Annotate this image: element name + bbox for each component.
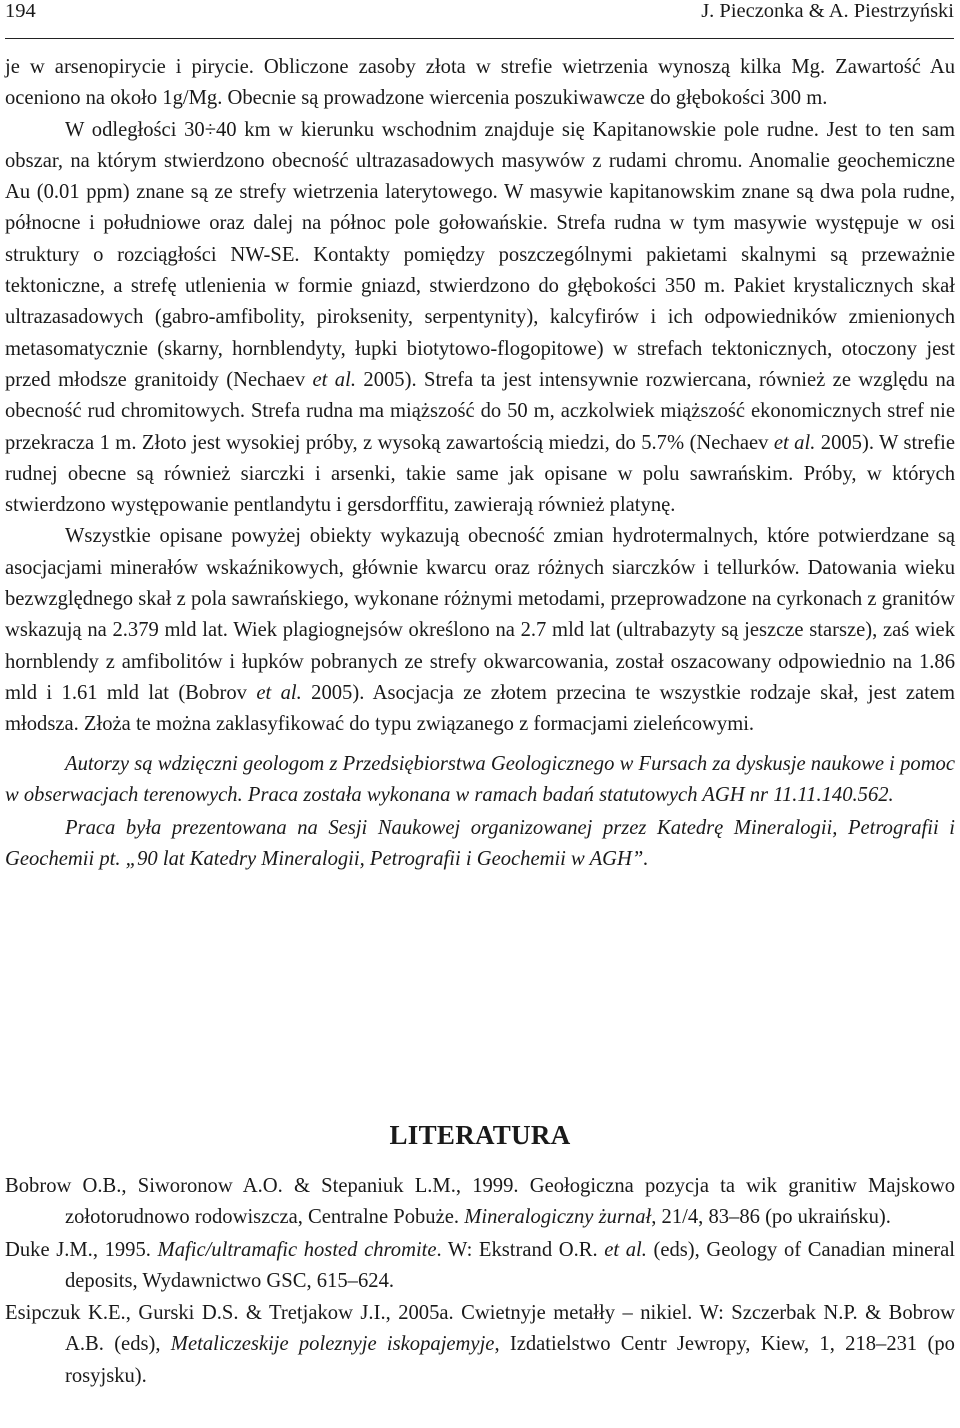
running-header — [5, 0, 954, 39]
italic-text: Mafic/ultramafic hosted chromite — [157, 1238, 437, 1261]
reference-list — [5, 1171, 955, 1393]
body-text — [5, 52, 955, 876]
italic-text: Mineralogiczny żurnał — [464, 1206, 652, 1229]
paragraph-continuation: je w arsenopirycie i pirycie. Obliczone zasoby złota w strefie wietrzenia wynoszą kilka Mg. Zawartość Au oceniono na około 1g/Mg. Obecnie są prowadzone wiercenia poszukiwawcze do głębokości 300 m. — [5, 56, 955, 110]
paragraph-kapitanowskie: W odległości 30÷40 km w kierunku wschodnim znajduje się Kapitanowskie pole rudne. Jest to ten sam obszar, na którym stwierdzono obecność ultrazasadowych masywów z rudami chromu. Anomalie geochemiczne Au (0.01 ppm) znane są ze strefy wietrzenia laterytowego. W masywie kapitanowskim znane są dwa pola rudne, północne i południowe oraz dalej na północ pole gołowańskie. Strefa rudna w tym masywie występuje w osi struktury o rozciągłości NW-SE. Kontakty pomiędzy poszczególnymi pakietami skalnymi są przeważnie tektoniczne, a strefę utlenienia w formie gniazd, stwierdzono do głębokości 350 m. Pakiet krystalicznych skał ultrazasadowych (gabro-amfibolity, piroksenity, serpentynity), kalcyfirów i ich odpowiedników zmienionych metasomatycznie (skarny, hornblendyty, łupki biotytowo-flogopitowe) w strefach tektonicznych, otoczony jest przed młodsze granitoidy (Nechaev et al. 2005). Strefa ta jest intensywnie rozwiercana, również ze względu na obecność rud chromitowych. Strefa rudna ma miąższość do 50 m, aczkolwiek miąższość ekonomicznych stref nie przekracza 1 m. Złoto jest wysokiej próby, z wysoką zawartością miedzi, do 5.7% (Nechaev et al. 2005). W strefie rudnej obecne są również siarczki i arsenki, takie same jak opisane w polu sawrańskim. Próby, w których stwierdzono występowanie pentlandytu i gersdorffitu, zawierają również platynę. — [5, 118, 955, 517]
presentation-note: Praca była prezentowana na Sesji Naukowej organizowanej przez Katedrę Mineralogii, Petrografii i Geochemii pt. „90 lat Katedry Mineralogii, Petrografii i Geochemii w AGH”. — [5, 817, 955, 871]
acknowledgement-paragraph: Autorzy są wdzięczni geologom z Przedsiębiorstwa Geologicznego w Fursach za dyskusje naukowe i pomoc w obserwacjach terenowych. Praca została wykonana w ramach badań statutowych AGH nr 11.11.140.562. — [5, 752, 955, 806]
italic-text: et al. — [256, 681, 302, 704]
reference-item: Esipczuk K.E., Gurski D.S. & Tretjakow J.I., 2005a. Cwietnyje metałły – nikiel. W: Szczerbak N.P. & Bobrow A.B. (eds), Metaliczeskije poleznyje iskopajemyje, Izdatielstwo Centr Jewropy, Kiew, 1, 218–231 (po rosyjsku). — [5, 1302, 955, 1387]
italic-text: et al. — [312, 368, 356, 391]
reference-item: Duke J.M., 1995. Mafic/ultramafic hosted chromite. W: Ekstrand O.R. et al. (eds), Geology of Canadian mineral deposits, Wydawnictwo GSC, 615–624. — [5, 1238, 955, 1292]
italic-text: et al. — [773, 431, 816, 454]
page-number: 194 — [5, 0, 36, 22]
reference-item: Bobrow O.B., Siworonow A.O. & Stepaniuk L.M., 1999. Geołogiczna pozycja ta wik granitiw Majskowo zołotorudnowo rodowiszcza, Centralne Pobuże. Mineralogiczny żurnał, 21/4, 83–86 (po ukraińsku). — [5, 1175, 955, 1229]
italic-text: et al. — [604, 1238, 647, 1261]
literature-heading: LITERATURA — [389, 1120, 571, 1150]
running-head-authors: J. Pieczonka & A. Piestrzyński — [701, 0, 954, 22]
italic-text: Metaliczeskije poleznyje iskopajemyje — [170, 1333, 495, 1356]
paragraph-summary: Wszystkie opisane powyżej obiekty wykazują obecność zmian hydrotermalnych, które potwierdzane są asocjacjami minerałów wskaźnikowych, głównie kwarcu oraz różnych siarczków i tellurków. Datowania wieku bezwzględnego skał z pola sawrańskiego, wykonane różnymi metodami, przeprowadzone na cyrkonach z granitów wskazują na 2.379 mld lat. Wiek plagiognejsów określono na 2.7 mld lat (ultrabazyty są jeszcze starsze), zaś wiek hornblendy z amfibolitów i łupków pobranych ze strefy okwarcowania, został oszacowany odpowiednio na 1.86 mld i 1.61 mld lat (Bobrov et al. 2005). Asocjacja ze złotem przecina te wszystkie rodzaje skał, jest zatem młodsza. Złoża te można zaklasyfikować do typu związanego z formacjami zieleńcowymi. — [5, 525, 955, 736]
